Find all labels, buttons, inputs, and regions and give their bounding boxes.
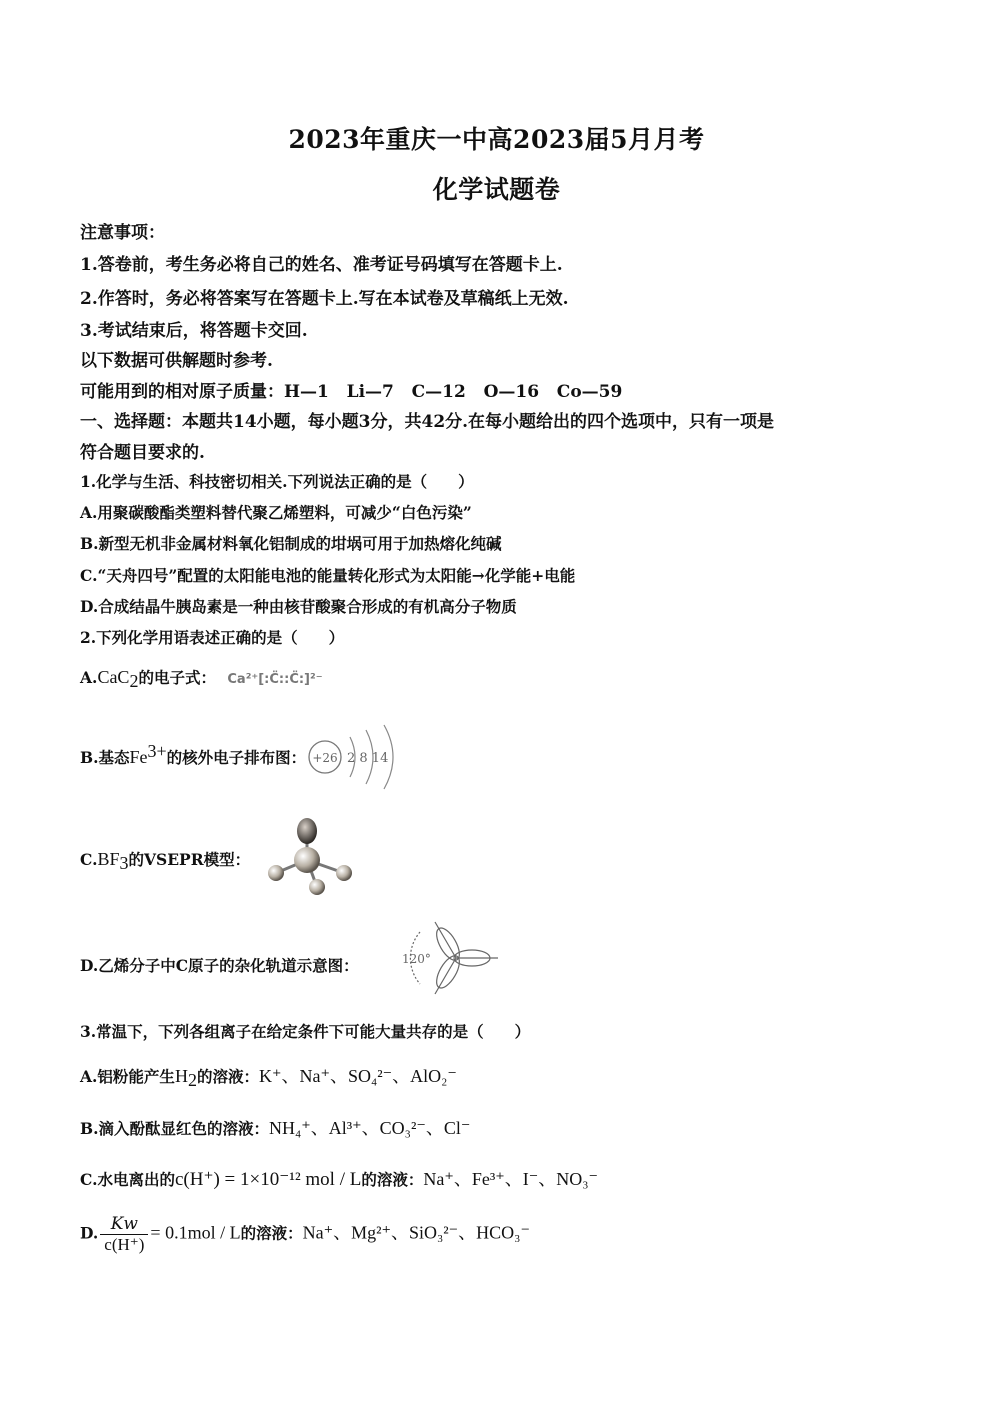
atomic-mass-line: 可能用到的相对原子质量：H—1 Li—7 C—12 O—16 Co—59 <box>80 382 623 402</box>
q2-option-b: B.基态$Fe^{3+}$的核外电子排布图： <box>80 740 307 767</box>
cac2-electron-formula: Ca²⁺[:C̈::C̈:]²⁻ <box>227 672 323 687</box>
q1-stem: 1.化学与生活、科技密切相关.下列说法正确的是（ ） <box>80 472 474 491</box>
q2-option-a: A.CaC$_2$的电子式： Ca²⁺[:C̈::C̈:]²⁻ <box>80 667 323 692</box>
angle-label: 120° <box>402 952 431 966</box>
page-title: 2023年重庆一中高2023届5月月考 <box>288 125 705 154</box>
q1-option-c: C.“天舟四号”配置的太阳能电池的能量转化形式为太阳能→化学能+电能 <box>80 566 576 585</box>
shell-numbers: 2 8 14 <box>347 751 389 766</box>
q1-option-a: A.用聚碳酸酯类塑料替代聚乙烯塑料，可减少“白色污染” <box>80 503 472 522</box>
sp2-orbital-diagram <box>398 918 508 1000</box>
fe3-shell-diagram <box>300 722 430 794</box>
q2-option-d: D.乙烯分子中C原子的杂化轨道示意图： <box>80 956 359 975</box>
page-subtitle: 化学试题卷 <box>432 175 561 204</box>
q1-option-b: B.新型无机非金属材料氧化铝制成的坩埚可用于加热熔化纯碱 <box>80 534 502 553</box>
notice-item-2: 2.作答时，务必将答案写在答题卡上.写在本试卷及草稿纸上无效. <box>80 289 569 309</box>
q3-option-c: C.水电离出的c(H⁺) = 1×10⁻¹² mol / L的溶液：Na⁺、Fe³⁺、I⁻、NO₃⁻ <box>80 1169 599 1190</box>
bf3-vsepr-model <box>262 815 362 910</box>
notice-heading: 注意事项： <box>80 223 165 243</box>
q2-option-c: $C.BF_3$的VSEPR模型： <box>80 849 251 874</box>
section-1-line-1: 一、选择题：本题共14小题，每小题3分，共42分.在每小题给出的四个选项中，只有一项是 <box>80 412 775 432</box>
section-1-line-2: 符合题目要求的. <box>80 443 205 463</box>
q3-stem: 3.常温下，下列各组离子在给定条件下可能大量共存的是（ ） <box>80 1022 531 1041</box>
q2-stem: 2.下列化学用语表述正确的是（ ） <box>80 628 345 647</box>
notice-item-3: 3.考试结束后，将答题卡交回. <box>80 321 308 341</box>
notice-item-1: 1.答卷前，考生务必将自己的姓名、准考证号码填写在答题卡上. <box>80 255 563 275</box>
q1-option-d: D.合成结晶牛胰岛素是一种由核苷酸聚合形成的有机高分子物质 <box>80 597 517 616</box>
q3-option-a: A.铝粉能产生$H_2$的溶液：K⁺、Na⁺、SO₄²⁻、AlO₂⁻ <box>80 1066 457 1091</box>
q3-option-b: B.滴入酚酞显红色的溶液：NH₄⁺、Al³⁺、CO₃²⁻、Cl⁻ <box>80 1118 471 1138</box>
nucleus-label: +26 <box>312 751 338 765</box>
data-note: 以下数据可供解题时参考. <box>80 351 273 371</box>
q3-option-d: D. $\frac{Kw}{c(H^+)}$ = 0.1mol / L的溶液：Na⁺、Mg²⁺、SiO₃²⁻、HCO₃⁻ <box>80 1214 530 1254</box>
